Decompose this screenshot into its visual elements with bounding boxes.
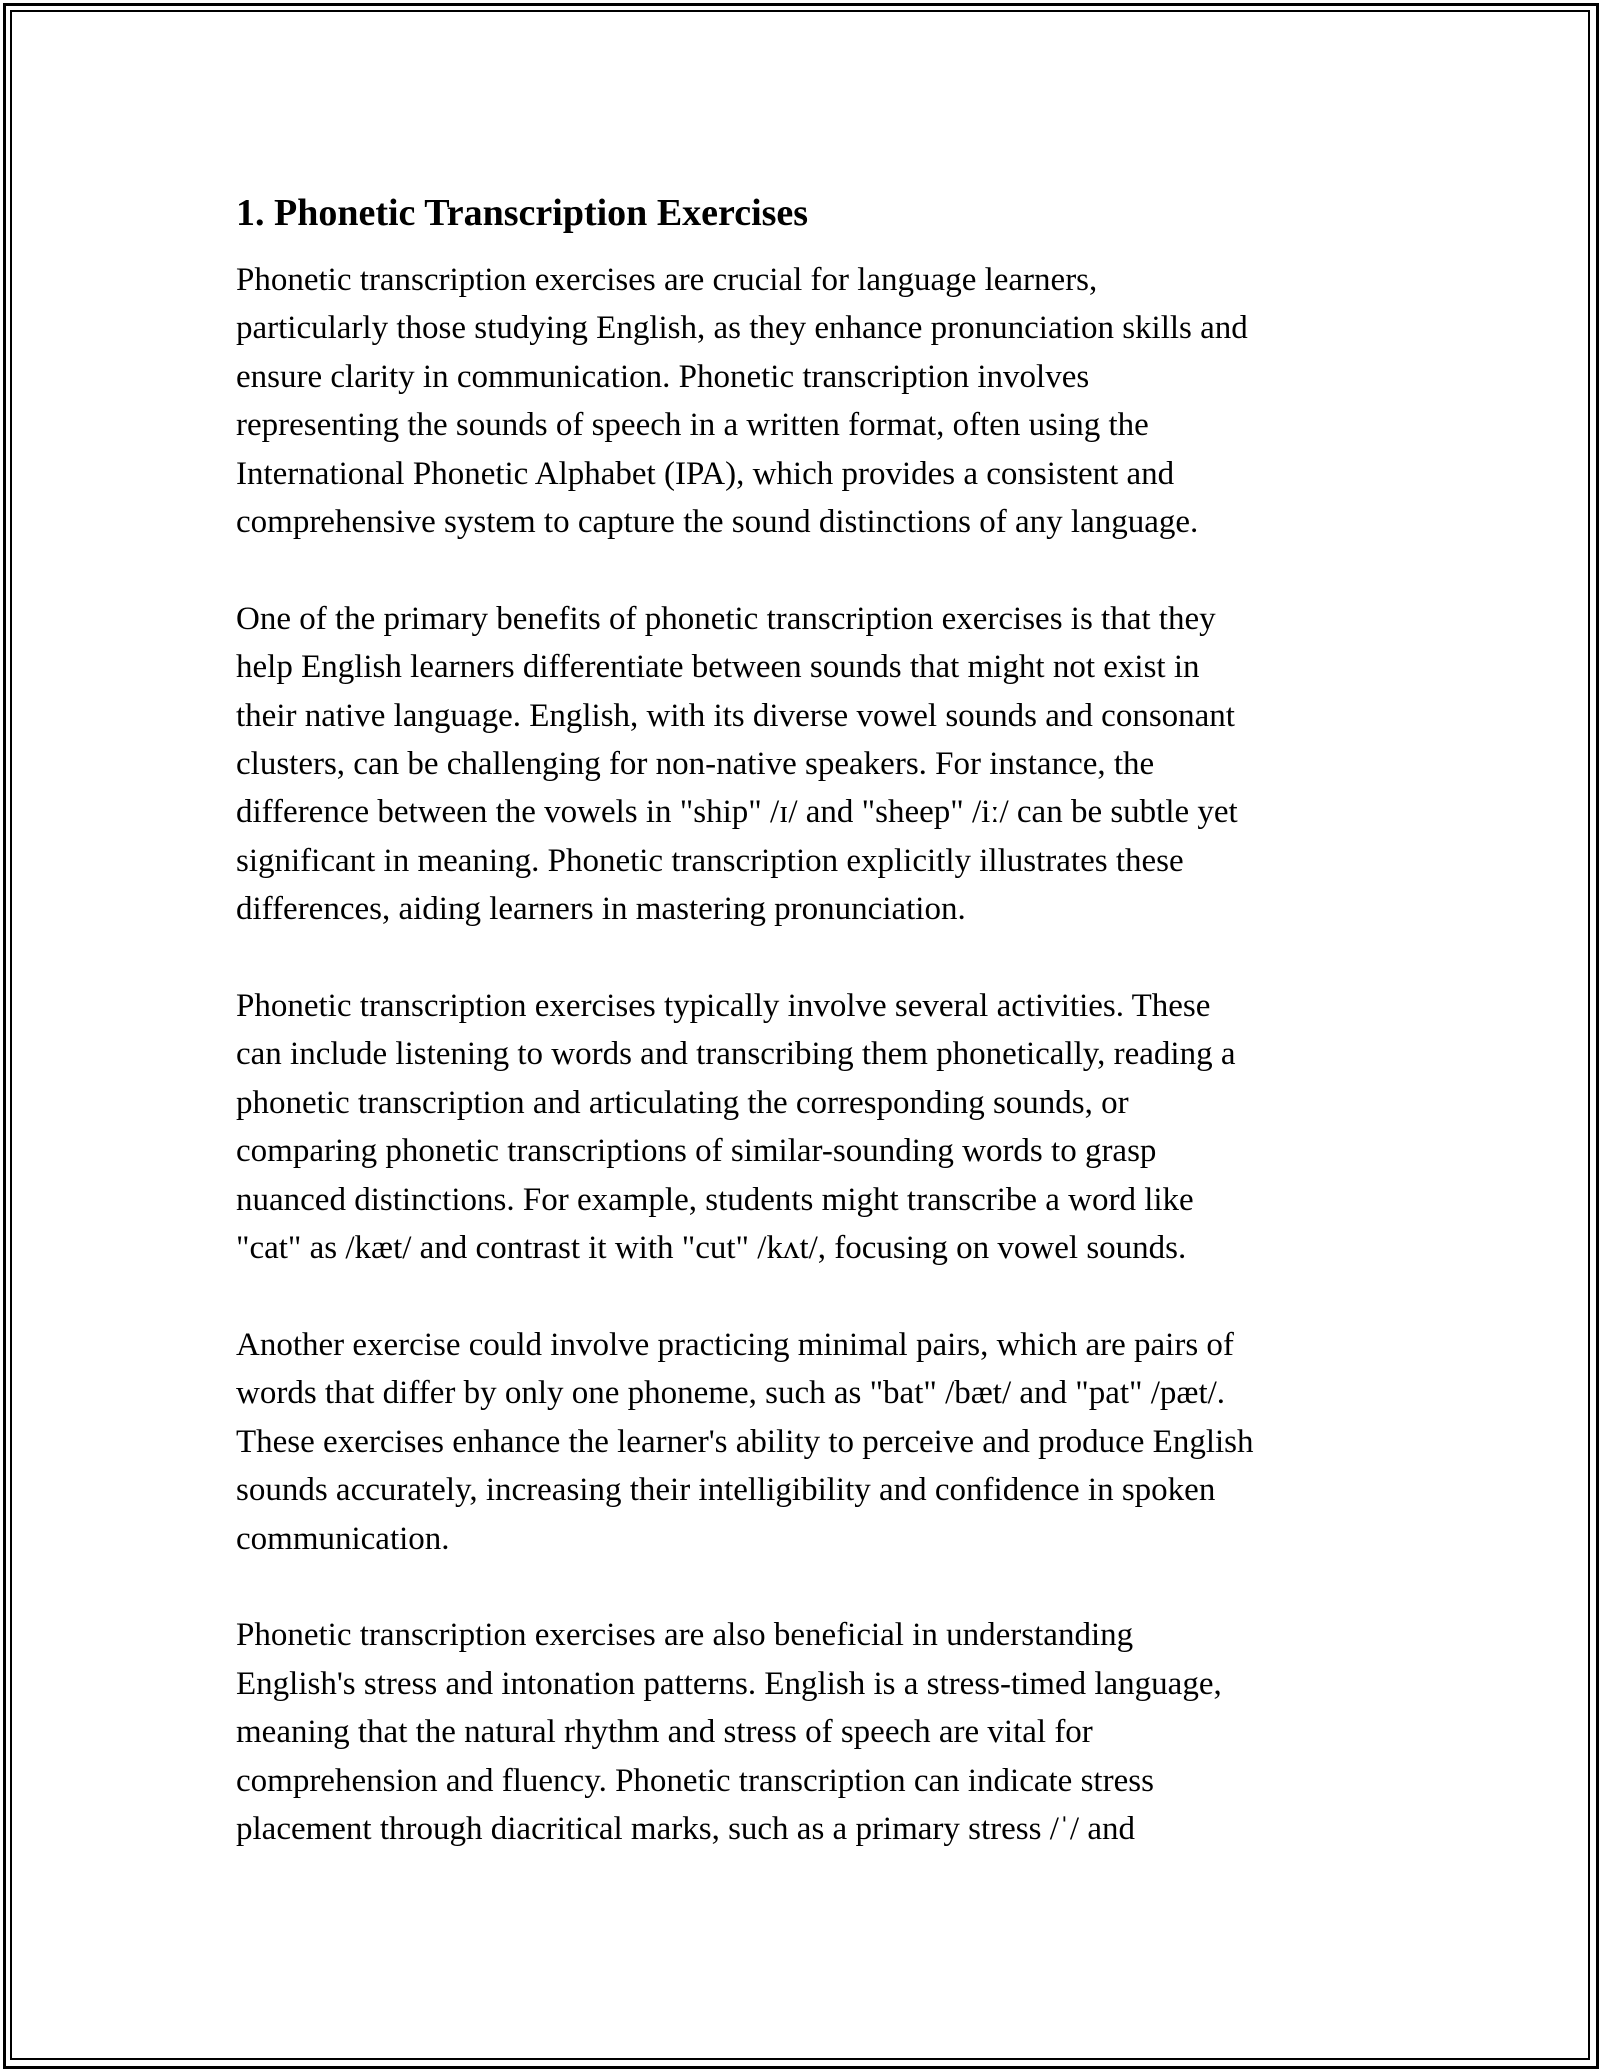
text-line: their native language. English, with its diverse vowel sounds and consonant [236,697,1235,734]
text-line: nuanced distinctions. For example, students might transcribe a word like [236,1181,1194,1218]
text-line: particularly those studying English, as they enhance pronunciation skills and [236,310,1248,347]
text-line: One of the primary benefits of phonetic transcription exercises is that they [236,600,1216,637]
text-line: International Phonetic Alphabet (IPA), which provides a consistent and [236,455,1175,492]
text-line: can include listening to words and transcribing them phonetically, reading a [236,1036,1236,1073]
text-line: ensure clarity in communication. Phonetic transcription involves [236,358,1090,395]
text-line: Phonetic transcription exercises typically involve several activities. These [236,988,1211,1025]
text-line: Phonetic transcription exercises are also beneficial in understanding [236,1617,1134,1654]
text-line: communication. [236,1520,450,1557]
text-line: significant in meaning. Phonetic transcription explicitly illustrates these [236,842,1184,879]
text-line: comprehensive system to capture the sound distinctions of any language. [236,504,1199,541]
paragraph-minimal-pairs [236,1321,1366,1563]
text-line: differences, aiding learners in mastering pronunciation. [236,891,966,928]
text-line: words that differ by only one phoneme, such as "bat" /bæt/ and "pat" /pæt/. [236,1375,1226,1412]
text-line: meaning that the natural rhythm and stress of speech are vital for [236,1714,1093,1751]
document-body [236,186,1366,1902]
text-line: representing the sounds of speech in a written format, often using the [236,407,1149,444]
text-line: These exercises enhance the learner's ability to perceive and produce English [236,1423,1254,1460]
paragraph-stress [236,1611,1366,1853]
text-line: sounds accurately, increasing their intelligibility and confidence in spoken [236,1472,1216,1509]
paragraph-activities [236,982,1366,1272]
text-line: English's stress and intonation patterns. English is a stress-timed language, [236,1665,1222,1702]
text-line: comparing phonetic transcriptions of similar-sounding words to grasp [236,1133,1157,1170]
paragraph-benefits [236,595,1366,934]
section-heading: 1. Phonetic Transcription Exercises [236,192,809,234]
text-line: help English learners differentiate between sounds that might not exist in [236,649,1200,686]
text-line: difference between the vowels in "ship" /ɪ/ and "sheep" /iː/ can be subtle yet [236,794,1238,831]
paragraph-intro [236,256,1366,546]
text-line: placement through diacritical marks, such as a primary stress /ˈ/ and [236,1810,1135,1847]
text-line: comprehension and fluency. Phonetic transcription can indicate stress [236,1762,1154,1799]
text-line: Another exercise could involve practicing minimal pairs, which are pairs of [236,1326,1234,1363]
text-line: phonetic transcription and articulating the corresponding sounds, or [236,1084,1129,1121]
text-line: "cat" as /kæt/ and contrast it with "cut" /kʌt/, focusing on vowel sounds. [236,1230,1187,1267]
text-line: clusters, can be challenging for non-native speakers. For instance, the [236,746,1155,783]
text-line: Phonetic transcription exercises are crucial for language learners, [236,262,1098,298]
